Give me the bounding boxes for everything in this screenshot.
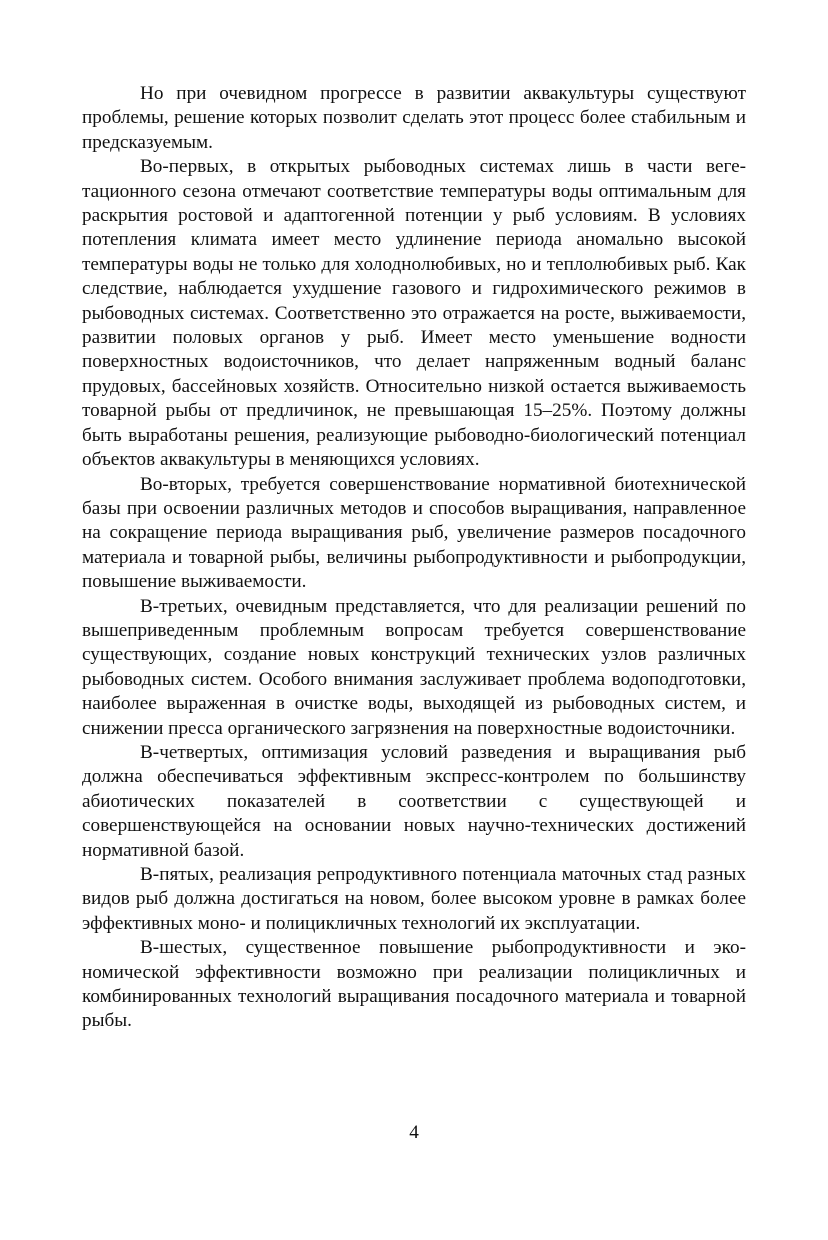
paragraph-sixth: В-шестых, существенное повышение рыбопродуктивности и экономической эффективности возможно при реализации полицикличных и комбинированных технологий выращивания посадочного материала и товарной рыбы. — [82, 937, 746, 1032]
paragraph-fourth: В-четвертых, оптимизация условий разведения и выращивания рыб должна обеспечиваться эффективным экспресс-контролем по большинству абиотических показателей в соответствии с существующей и совершенствующейся на основании новых научно-технических достижений нормативной базой. — [82, 741, 746, 861]
paragraph-intro: Но при очевидном прогрессе в развитии аквакультуры существуют проблемы, решение которых позволит сделать этот процесс более стабильным и предсказуемым. — [82, 83, 746, 153]
paragraph-third: В-третьих, очевидным представляется, что для реализации решений по вышеприведенным проблемным вопросам требуется совершенствование существующих, создание новых конструкций технических узлов различных рыбоводных систем. Особого внимания заслуживает проблема водоподготовки, наиболее выраженная в очистке воды, выходящей из рыбоводных систем, и снижении пресса органического загрязнения на поверхностные водоисточники. — [82, 595, 746, 739]
paragraph-fifth: В-пятых, реализация репродуктивного потенциала маточных стад разных видов рыб должна достигаться на новом, более высоком уровне в рамках более эффективных моно- и полицикличных технологий их эксплуатации. — [82, 864, 746, 934]
page-body — [82, 82, 746, 1034]
paragraph-second: Во-вторых, требуется совершенствование нормативной биотехнической базы при освоении различных методов и способов выращивания, направленное на сокращение периода выращивания рыб, увеличение размеров посадочного материала и товарной рыбы, величины рыбопродуктивности и рыбопродукции, повышение выживаемости. — [82, 473, 746, 593]
paragraph-first: Во-первых, в открытых рыбоводных системах лишь в части вегетационного сезона отмечают соответствие температуры воды оптимальным для раскрытия ростовой и адаптогенной потенции у рыб условиям. В условиях потепления климата имеет место удлинение периода аномально высокой температуры воды не только для холоднолюбивых, но и теплолюбивых рыб. Как следствие, наблюдается ухудшение газового и гидрохимического режимов в рыбоводных системах. Соответственно это отражается на росте, выживаемости, развитии половых органов у рыб. Имеет место уменьшение водности поверхностных водоисточников, что делает напряженным водный баланс прудовых, бассейновых хозяйств. Относительно низкой остается выживаемость товарной рыбы от предличинок, не превышающая 15–25%. Поэтому должны быть выработаны решения, реализующие рыбоводно-биологический потенциал объектов аквакультуры в меняющихся условиях. — [82, 156, 746, 471]
page-number: 4 — [409, 1122, 419, 1143]
